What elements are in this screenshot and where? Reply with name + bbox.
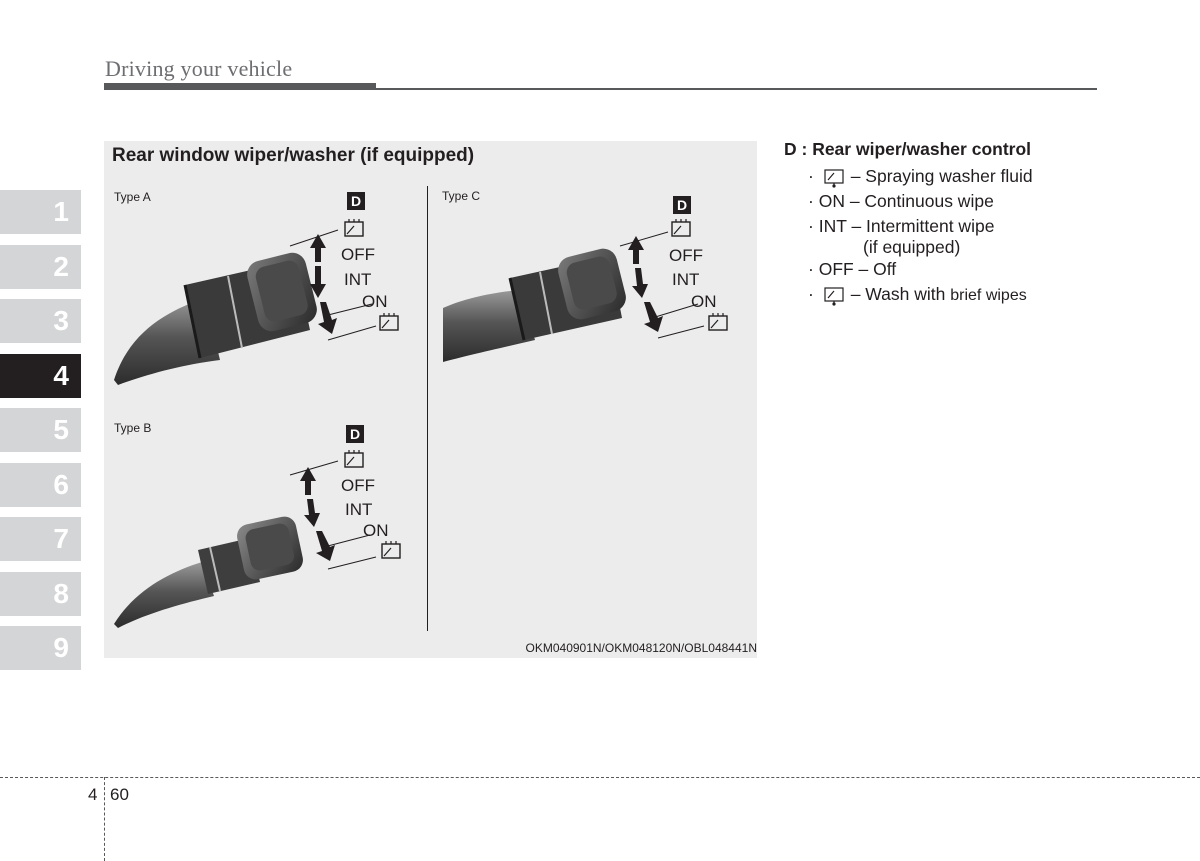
type-a-washer-icon-bottom [378, 312, 402, 334]
wash-text: – Wash with [850, 284, 946, 304]
type-b-label: Type B [114, 421, 152, 435]
type-c-washer-icon-bottom [707, 312, 731, 334]
figure-code: OKM040901N/OKM048120N/OBL048441N [525, 641, 757, 655]
washer-icon [823, 284, 845, 306]
chapter-tab-9[interactable]: 9 [0, 626, 81, 670]
footer-rule [0, 777, 1200, 778]
chapter-tab-1[interactable]: 1 [0, 190, 81, 234]
header-rule [104, 88, 1097, 90]
bullet: · [808, 166, 814, 186]
washer-icon [823, 166, 845, 188]
on-text: ON – Continuous wipe [818, 191, 994, 211]
list-item [808, 214, 1164, 257]
bullet: · [808, 259, 814, 279]
int-sub-text: (if equipped) [863, 237, 961, 257]
type-b-lever-illustration [110, 510, 310, 630]
type-c-d-badge: D [673, 196, 691, 214]
list-item [808, 189, 1164, 214]
type-a-label: Type A [114, 190, 151, 204]
type-b-washer-icon-bottom [380, 540, 404, 562]
chapter-tab-6[interactable]: 6 [0, 463, 81, 507]
chapter-tab-5[interactable]: 5 [0, 408, 81, 452]
bullet: · [808, 284, 814, 304]
wash-text-small: brief wipes [950, 287, 1027, 304]
list-item [808, 257, 1164, 282]
control-description [784, 139, 1164, 308]
type-c-on-label: ON [691, 292, 717, 311]
type-b-d-badge: D [346, 425, 364, 443]
chapter-tab-2[interactable]: 2 [0, 245, 81, 289]
chapter-tab-8[interactable]: 8 [0, 572, 81, 616]
bullet: · [808, 216, 814, 236]
figure-title: Rear window wiper/washer (if equipped) [112, 145, 475, 166]
type-b-off-label: OFF [341, 476, 375, 495]
bullet: · [808, 191, 814, 211]
section-title: Driving your vehicle [105, 56, 293, 81]
type-a-on-label: ON [362, 292, 388, 311]
type-a-off-label: OFF [341, 245, 375, 264]
spray-text: – Spraying washer fluid [850, 166, 1033, 186]
type-a-int-label: INT [344, 270, 372, 289]
type-c-label: Type C [442, 189, 481, 203]
control-heading: D : Rear wiper/washer control [784, 139, 1032, 159]
type-c-int-label: INT [672, 270, 700, 289]
page-number: 60 [110, 785, 129, 804]
type-b-washer-icon-top [343, 449, 367, 471]
page-chapter: 4 [88, 785, 98, 804]
type-c-washer-icon-top [670, 218, 694, 240]
control-list [808, 164, 1164, 308]
chapter-tab-7[interactable]: 7 [0, 517, 81, 561]
figure-divider [427, 186, 428, 631]
type-a-washer-icon-top [343, 218, 367, 240]
chapter-tab-3[interactable]: 3 [0, 299, 81, 343]
type-b-on-label: ON [363, 521, 389, 540]
footer-divider [104, 777, 105, 861]
chapter-tab-4[interactable]: 4 [0, 354, 81, 398]
type-a-d-badge: D [347, 192, 365, 210]
type-b-int-label: INT [345, 500, 373, 519]
list-item [808, 164, 1164, 189]
list-item [808, 282, 1164, 308]
off-text: OFF – Off [818, 259, 897, 279]
type-c-off-label: OFF [669, 246, 703, 265]
int-text: INT – Intermittent wipe [818, 216, 995, 236]
